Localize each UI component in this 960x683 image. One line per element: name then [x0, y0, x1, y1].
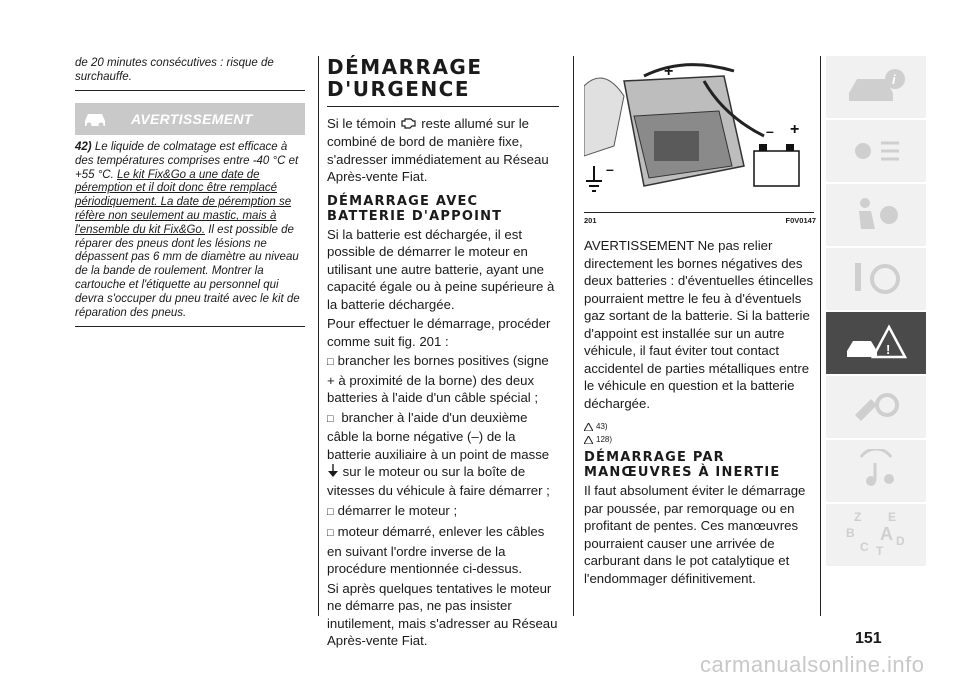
- paragraph-text: reste allumé sur le combiné de bord de manière fixe, s'adresser immédiatement au Réseau Après-vente Fiat.: [327, 116, 549, 185]
- paragraph-text: Si le témoin: [327, 116, 396, 131]
- watermark: carmanualsonline.info: [700, 652, 925, 677]
- info-triangle-icon: [584, 436, 593, 444]
- figure-number: 201: [584, 216, 597, 225]
- list-item: [327, 409, 559, 500]
- warning-number: 42): [75, 141, 92, 153]
- paragraph: [327, 115, 559, 186]
- paragraph: Si la batterie est déchargée, il est possible de démarrer le moteur en utilisant une autre batterie, ayant une capacité égale ou à peine supérieure à la batterie déchargée.: [327, 226, 555, 312]
- list-item-text: sur le moteur ou sur la boîte de vitesses du véhicule à faire démarrer ;: [327, 464, 550, 499]
- list-item: □ démarrer le moteur ;: [327, 502, 559, 522]
- car-warning-triangle-icon: [841, 321, 911, 366]
- index-letter: A: [880, 524, 893, 544]
- svg-text:–: –: [766, 123, 774, 139]
- index-letter: Z: [854, 510, 862, 524]
- jump-start-illustration: [584, 56, 814, 212]
- svg-text:+: +: [664, 63, 674, 80]
- index-letters: [846, 510, 916, 560]
- column-divider: [820, 56, 821, 616]
- tab-multimedia[interactable]: [826, 440, 926, 502]
- tab-car-info[interactable]: [826, 56, 926, 118]
- top-note: de 20 minutes consécutives : risque de surchauffe.: [75, 56, 305, 91]
- tab-maintenance[interactable]: [826, 376, 926, 438]
- svg-text:–: –: [606, 161, 614, 177]
- warning-triangle-icon: [584, 423, 593, 431]
- svg-text:!: !: [886, 341, 891, 357]
- paragraph: Pour effectuer le démarrage, procéder comme suit fig. 201 :: [327, 316, 551, 349]
- seat-airbag-icon: [841, 193, 911, 238]
- index-letter: D: [896, 534, 905, 548]
- paragraph: Si après quelques tentatives le moteur ne démarre pas, ne pas insister inutilement, mais s'adresser au Réseau Après-vente Fiat.: [327, 580, 558, 649]
- warning-text-2: Il est possible de réparer des pneus dont les lésions ne dépassent pas 6 mm de diamètre au niveau de la bande de roulement. Montrer la cartouche et l'étiquette au personnel qui devra s'occuper du pneu traité avec le kit de réparation des pneus.: [75, 223, 300, 319]
- right-column: [584, 56, 816, 587]
- wrench-service-icon: [841, 385, 911, 430]
- dashboard-lights-icon: [841, 129, 911, 174]
- svg-text:i: i: [892, 71, 896, 87]
- section-heading: DÉMARRAGE D'URGENCE: [327, 56, 559, 107]
- figure-code: F0V0147: [785, 216, 816, 225]
- index-letter: T: [876, 544, 884, 558]
- column-divider: [573, 56, 574, 616]
- index-letter: B: [846, 526, 855, 540]
- list-item-text: brancher à l'aide d'un deuxième câble la borne négative (–) de la batterie auxiliaire à un point de masse: [327, 409, 550, 462]
- ground-symbol-icon: [327, 464, 339, 483]
- engine-warning-icon: [400, 116, 418, 134]
- chapter-tabs: [826, 56, 936, 568]
- page-number: 151: [855, 630, 882, 647]
- list-item: □ moteur démarré, enlever les câbles en suivant l'ordre inverse de la procédure mentionnée ci-dessus.: [327, 523, 559, 578]
- figure-caption: [584, 216, 816, 225]
- note-reference: [584, 435, 816, 444]
- tab-emergency[interactable]: [826, 312, 926, 374]
- battery-figure: [584, 56, 814, 213]
- middle-column: [327, 56, 559, 650]
- column-divider: [318, 56, 319, 616]
- note-reference: [584, 422, 816, 431]
- warning-text-1: Le liquide de colmatage est efficace à des températures comprises entre -40 °C et +55 °C.: [75, 141, 299, 181]
- list-item: □ brancher les bornes positives (signe + à proximité de la borne) des deux batteries à l'aide d'un câble spécial ;: [327, 352, 559, 407]
- note-reference-label: 128): [596, 435, 613, 444]
- tab-seat-airbag[interactable]: [826, 184, 926, 246]
- warning-title: AVERTISSEMENT: [131, 111, 253, 127]
- car-info-icon: [841, 65, 911, 110]
- key-steering-icon: [841, 257, 911, 302]
- music-nav-icon: [841, 449, 911, 494]
- tab-index[interactable]: [826, 504, 926, 566]
- svg-text:+: +: [790, 121, 800, 138]
- subheading: DÉMARRAGE AVEC BATTERIE D'APPOINT: [327, 193, 503, 224]
- warning-car-icon: [75, 109, 115, 129]
- tab-key-steering[interactable]: [826, 248, 926, 310]
- index-letter: C: [860, 540, 869, 554]
- index-letter: E: [888, 510, 897, 524]
- paragraph: Il faut absolument éviter le démarrage par poussée, par remorquage ou en profitant de pentes. Ces manœuvres pourraient causer une arrivée de carburant dans le pot catalytique et l'endommager définitivement.: [584, 483, 806, 586]
- note-reference-label: 43): [596, 422, 608, 431]
- warning-body: [75, 141, 305, 327]
- left-column: [75, 56, 305, 327]
- paragraph: AVERTISSEMENT Ne pas relier directement les bornes négatives des deux batteries : d'éventuelles étincelles pourraient mettre le feu à d'éventuels gaz sortant de la batterie. Si la batterie d'appoint est installée sur un autre véhicule, il faut éviter tout contact accidentel de parties métalliques entre le véhicule en question et la batterie déchargée.: [584, 238, 814, 411]
- tab-dashboard-lights[interactable]: [826, 120, 926, 182]
- warning-text-underlined: Le kit Fix&Go a une date de péremption et il doit donc être remplacé périodiquement. La date de péremption se réfère non seulement au mastic, mais à l'ensemble du kit Fix&Go.: [75, 168, 292, 236]
- warning-banner: [75, 103, 305, 135]
- subheading: DÉMARRAGE PAR MANŒUVRES À INERTIE: [584, 450, 781, 480]
